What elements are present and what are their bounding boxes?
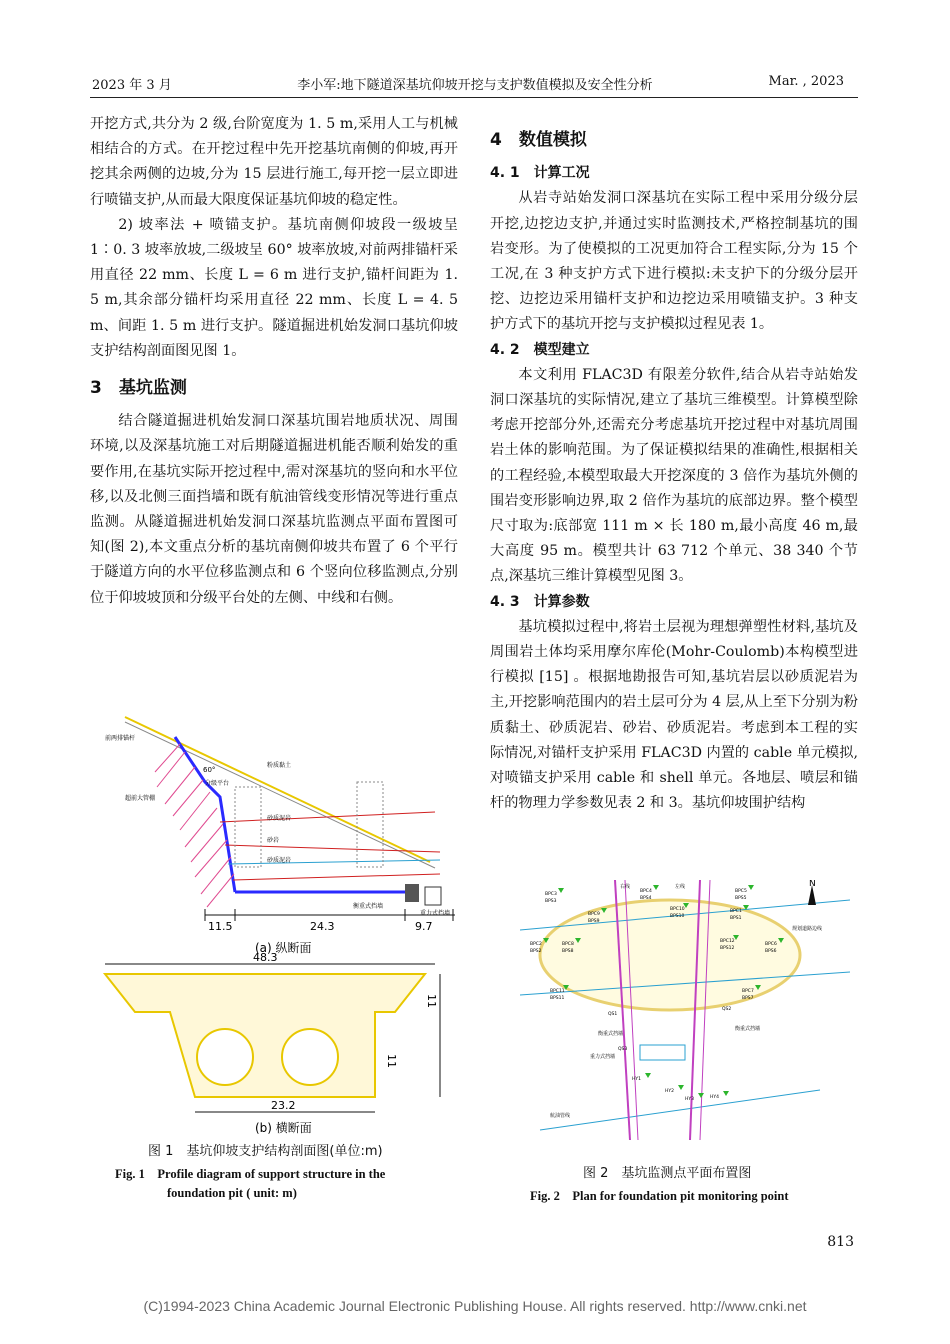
figure-2-drawing: [520, 880, 850, 1150]
dim-label: 11.5: [208, 920, 233, 933]
label-left-line: 左线: [675, 884, 686, 890]
label-pipeline: 航油管线: [550, 1113, 571, 1119]
layer-boundary: [225, 845, 440, 852]
paragraph: 基坑模拟过程中,将岩土层视为理想弹塑性材料,基坑及周围岩土体均采用摩尔库伦(Mohr-Coulomb)本构模型进行模拟 [15] 。根据地勘报告可知,基坑岩层以砂质泥岩为主,开挖影响范围内的岩土层可分为 4 层,从上至下分别为粉质黏土、砂质泥岩、砂岩、砂质泥岩。考虑到本工程的实际情况,对锚杆支护采用 FLAC3D 内置的 cable 单元模拟,对喷锚支护采用 cable 和 shell 单元。各地层、喷层和锚杆的物理力学参数见表 2 和 3。基坑仰坡围护结构: [490, 618, 858, 812]
monitoring-point-label: QS3: [618, 1047, 628, 1052]
monitoring-point-marker: [558, 888, 564, 893]
cantilever-wall: [405, 884, 419, 902]
label-cantilever-wall: 衡重式挡墙: [353, 903, 384, 910]
figure-2-caption-cn: 图 2 基坑监测点平面布置图: [583, 1166, 752, 1181]
monitoring-point-label: BPS8: [562, 949, 574, 954]
monitoring-point-marker: [748, 885, 754, 890]
monitoring-point-marker: [645, 1073, 651, 1078]
label-right-line: 右线: [620, 884, 631, 890]
tunnel-circle: [282, 1029, 338, 1085]
monitoring-point-label: BPC11: [550, 989, 565, 994]
tunnel-outline: [235, 787, 261, 867]
figure-1-drawing: [95, 712, 455, 1137]
label-silt-clay: 粉质黏土: [267, 762, 292, 769]
left-column: [90, 112, 458, 611]
monitoring-point-label: HY1: [632, 1077, 641, 1082]
tunnel-outline: [357, 782, 383, 867]
label-platform: 分级平台: [205, 780, 230, 787]
slope-profile: [175, 737, 235, 892]
monitoring-point-label: BPS11: [550, 996, 565, 1001]
monitoring-point-label: BPC1: [730, 909, 742, 914]
monitoring-point-label: BPS5: [735, 896, 747, 901]
subsection-heading: 4. 1 计算工况: [490, 165, 590, 182]
monitoring-point-label: BPC6: [765, 942, 777, 947]
subsection-heading: 4. 2 模型建立: [490, 341, 590, 358]
monitoring-point-label: BPC5: [735, 889, 747, 894]
monitoring-point-label: BPS9: [588, 919, 600, 924]
label-front-anchor: 前两排锚杆: [105, 735, 136, 742]
layer-boundary: [233, 874, 440, 880]
monitoring-point-label: QS1: [608, 1012, 618, 1017]
section-heading-4: 4 数值模拟: [490, 130, 587, 150]
figure-1-caption-en: foundation pit ( unit: m): [167, 1186, 297, 1200]
monitoring-point-label: BPS1: [730, 916, 742, 921]
monitoring-point-marker: [653, 885, 659, 890]
dim-label: 9.7: [415, 920, 433, 933]
ground-line: [125, 722, 435, 868]
monitoring-point-label: BPS12: [720, 946, 735, 951]
monitoring-point-label: BPC8: [562, 942, 574, 947]
label-gravity-wall: 重力式挡墙: [420, 910, 451, 917]
monitoring-point-label: BPC2: [530, 942, 542, 947]
figure-1-caption-cn: 图 1 基坑仰坡支护结构剖面图(单位:m): [148, 1144, 383, 1159]
subcaption-b: (b) 横断面: [255, 1121, 312, 1135]
label-sandstone: 砂岩: [267, 837, 280, 844]
paragraph: 本文利用 FLAC3D 有限差分软件,结合从岩寺站始发洞口深基坑的实际情况,建立了基坑三维模型。计算模型除考虑开挖部分外,还需充分考虑基坑开挖过程中对基坑周围岩土体的影响范围。为了保证模拟结果的准确性,根据相关的工程经验,本模型取最大开挖深度的 3 倍作为基坑外侧的围岩变形影响边界,取 2 倍作为基坑的底部边界。整个模型尺寸取为:底部宽 111 m × 长 180 m,最小高度 46 m,最大高度 95 m。模型共计 63 712 个单元、38 340 个节点,深基坑三维计算模型见图 3。: [490, 366, 858, 585]
cross-section: [105, 974, 425, 1097]
monitoring-point-label: BPS3: [545, 899, 557, 904]
figure-1-caption-en: Fig. 1 Profile diagram of support structure in the: [115, 1167, 386, 1181]
dim-label: 24.3: [310, 920, 335, 933]
paragraph: 从岩寺站始发洞口深基坑在实际工程中采用分级分层开挖,边挖边支护,并通过实时监测技术,严格控制基坑的围岩变形。为了使模拟的工况更加符合工程实际,分为 15 个工况,在 3 种支护方式下进行模拟:未支护下的分级分层开挖、边挖边采用锚杆支护和边挖边采用喷锚支护。3 种支护方式下的基坑开挖与支护模拟过程见表 1。: [490, 190, 858, 333]
monitoring-point-marker: [678, 1085, 684, 1090]
page-number: 813: [827, 1234, 854, 1250]
dim-top-width: 48.3: [253, 951, 278, 964]
monitoring-point-label: QS2: [722, 1007, 732, 1012]
monitoring-point-label: BPC10: [670, 907, 685, 912]
monitoring-point-marker: [698, 1093, 704, 1098]
gravity-wall: [640, 1045, 685, 1060]
monitoring-point-label: BPS6: [765, 949, 777, 954]
monitoring-point-label: BPS4: [640, 896, 652, 901]
paragraph: 结合隧道掘进机始发洞口深基坑围岩地质状况、周围环境,以及深基坑施工对后期隧道掘进机能否顺利始发的重要作用,在基坑实际开挖过程中,需对深基坑的竖向和水平位移,以及北侧三面挡墙和既有航油管线变形情况等进行重点监测。从隧道掘进机始发洞口深基坑监测点平面布置图可知(图 2),本文重点分析的基坑南侧仰坡共布置了 6 个平行于隧道方向的水平位移监测点和 6 个竖向位移监测点,分别位于仰坡坡顶和分级平台处的左侧、中线和右侧。: [90, 413, 458, 606]
label-pipe: 超前大管棚: [125, 795, 156, 802]
header-date-en: Mar. , 2023: [768, 74, 844, 89]
header-rule: [90, 97, 858, 98]
monitoring-point-label: BPS2: [530, 949, 542, 954]
monitoring-point-label: BPS7: [742, 996, 754, 1001]
monitoring-point-label: BPC7: [742, 989, 754, 994]
monitoring-point-label: BPC9: [588, 912, 600, 917]
monitoring-point-label: HY3: [685, 1097, 694, 1102]
subsection-heading: 4. 3 计算参数: [490, 593, 590, 610]
dim-h1: 11: [425, 994, 438, 1008]
monitoring-point-label: BPC3: [545, 892, 557, 897]
gravity-wall: [425, 887, 441, 905]
paragraph: 2) 坡率法 + 喷锚支护。基坑南侧仰坡段一级坡呈 1∶0. 3 坡率放坡,二级坡呈 60° 坡率放坡,对前两排锚杆采用直径 22 mm、长度 L = 6 m 进行支护,锚杆间距为 1. 5 m,其余部分锚杆均采用直径 22 mm、长度 L = 4. 5 m、间距 1. 5 m 进行支护。隧道掘进机始发洞口基坑仰坡支护结构剖面图见图 1。: [90, 216, 458, 359]
figure-1: [95, 712, 455, 1212]
dim-bottom-width: 23.2: [271, 1099, 296, 1112]
label-gravity-wall: 重力式挡墙: [590, 1054, 616, 1060]
monitoring-point-label: HY4: [710, 1095, 719, 1100]
label-wall: 衡重式挡墙: [598, 1031, 624, 1037]
monitoring-point-label: BPC12: [720, 939, 735, 944]
header-title: 李小军:地下隧道深基坑仰坡开挖与支护数值模拟及安全性分析: [297, 78, 653, 93]
monitoring-point-marker: [723, 1091, 729, 1096]
header-date-cn: 2023 年 3 月: [92, 78, 172, 93]
label-sandy-mud: 砂质泥岩: [267, 815, 292, 822]
footer-copyright: (C)1994-2023 China Academic Journal Electronic Publishing House. All rights reserved. http://www.cnki.net: [143, 1298, 807, 1314]
section-heading-3: 3 基坑监测: [90, 378, 187, 399]
north-label: N: [809, 880, 816, 889]
pipeline: [540, 1090, 820, 1130]
tunnel-circle: [197, 1029, 253, 1085]
monitoring-point-label: BPC4: [640, 889, 652, 894]
label-sandy-mud: 砂质泥岩: [267, 857, 292, 864]
right-column: [490, 128, 858, 816]
figure-2-caption-en: Fig. 2 Plan for foundation pit monitoring point: [530, 1189, 789, 1203]
layer-boundary: [228, 860, 440, 864]
monitoring-point-label: HY2: [665, 1089, 674, 1094]
label-boundary: 规划道路边线: [792, 926, 823, 932]
subcaption-a: (a) 纵断面: [255, 941, 312, 955]
label-wall: 衡重式挡墙: [735, 1026, 761, 1032]
dim-h2: 11: [385, 1054, 398, 1068]
paragraph: 开挖方式,共分为 2 级,台阶宽度为 1. 5 m,采用人工与机械相结合的方式。在开挖过程中先开挖基坑南侧的仰坡,再开挖其余两侧的边坡,分为 15 层进行施工,每开挖一层立即进行喷锚支护,从而最大限度保证基坑仰坡的稳定性。: [90, 116, 458, 208]
monitoring-point-label: BPS10: [670, 914, 685, 919]
figure-2: [520, 880, 850, 1210]
label-slope60: 60°: [203, 766, 216, 774]
